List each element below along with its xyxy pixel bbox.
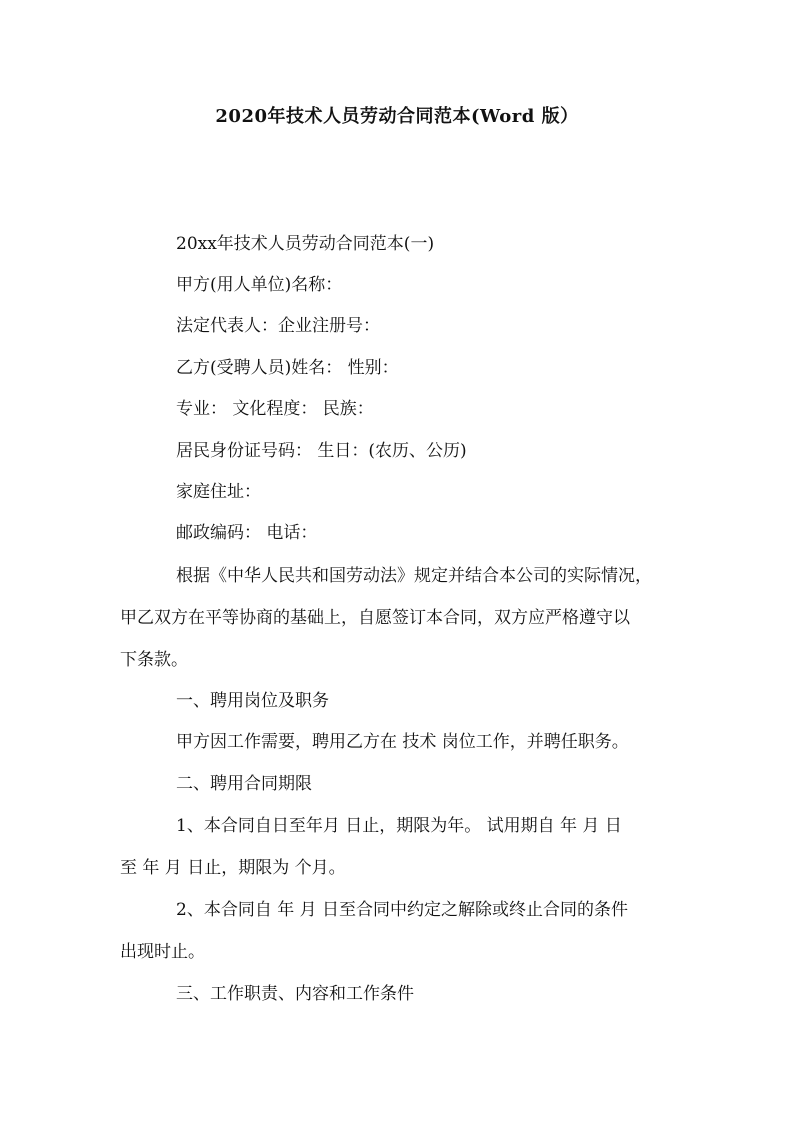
section-1-text: 甲方因工作需要，聘用乙方在 技术 岗位工作，并聘任职务。: [176, 732, 629, 752]
clause-1-line-1: 1、本合同自日至年月 日止，期限为年。 试用期自 年 月 日: [176, 816, 622, 836]
preamble-line-2: 甲乙双方在平等协商的基础上，自愿签订本合同，双方应严格遵守以: [120, 608, 630, 628]
party-b-name-line: 乙方(受聘人员)姓名： 性别：: [176, 358, 399, 378]
clause-1-line-2: 至 年 月 日止，期限为 个月。: [120, 858, 346, 878]
document-title: 2020年技术人员劳动合同范本(Word 版）: [215, 106, 579, 127]
clause-2-line-1: 2、本合同自 年 月 日至合同中约定之解除或终止合同的条件: [176, 900, 629, 920]
contract-heading: 20xx年技术人员劳动合同范本(一): [176, 234, 435, 254]
section-3-heading: 三、工作职责、内容和工作条件: [176, 984, 414, 1004]
home-address-line: 家庭住址：: [176, 482, 261, 502]
major-education-line: 专业： 文化程度： 民族：: [176, 399, 374, 419]
id-birthday-line: 居民身份证号码： 生日：(农历、公历): [176, 441, 467, 461]
legal-representative-line: 法定代表人：企业注册号：: [176, 316, 380, 336]
party-a-name-line: 甲方(用人单位)名称：: [176, 275, 343, 295]
section-1-heading: 一、聘用岗位及职务: [176, 691, 329, 711]
postcode-phone-line: 邮政编码： 电话：: [176, 523, 318, 543]
preamble-line-1: 根据《中华人民共和国劳动法》规定并结合本公司的实际情况，: [176, 566, 652, 586]
clause-2-line-2: 出现时止。: [120, 942, 205, 962]
preamble-line-3: 下条款。: [120, 650, 188, 670]
section-2-heading: 二、聘用合同期限: [176, 774, 312, 794]
